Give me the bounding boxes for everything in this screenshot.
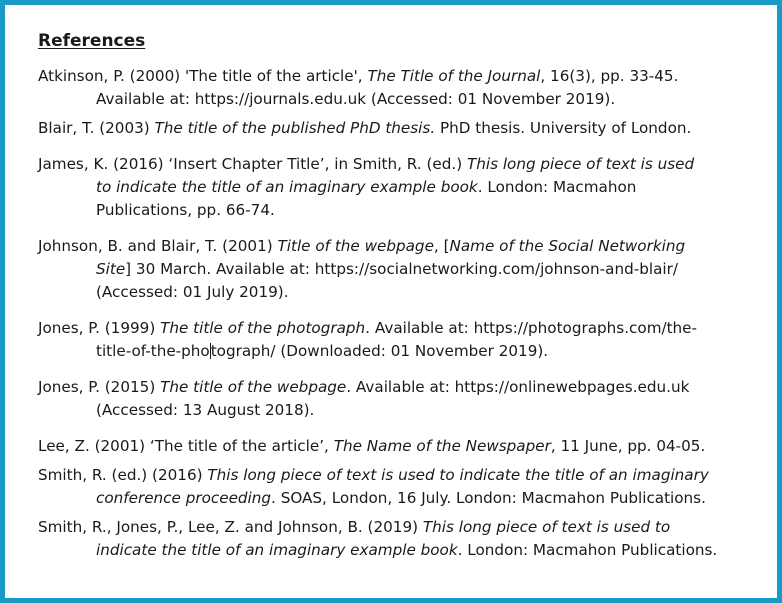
reference-line: Johnson, B. and Blair, T. (2001) Title of the webpage, [Name of the Social Networking [38, 237, 686, 255]
references-heading: References [38, 31, 146, 51]
reference-entry-smith-2016 [38, 464, 768, 510]
reference-line: Smith, R. (ed.) (2016) This long piece of text is used to indicate the title of an imaginary [38, 466, 709, 484]
reference-line: Jones, P. (2015) The title of the webpage. Available at: https://onlinewebpages.edu.uk [38, 378, 690, 396]
reference-line: indicate the title of an imaginary example book. London: Macmahon Publications. [96, 541, 718, 559]
reference-line: Jones, P. (1999) The title of the photograph. Available at: https://photographs.com/the- [38, 319, 698, 337]
reference-entry-atkinson [38, 65, 768, 111]
reference-entry-jones-1999 [38, 317, 768, 363]
reference-entry-smith-2019 [38, 516, 768, 562]
reference-line: conference proceeding. SOAS, London, 16 July. London: Macmahon Publications. [96, 489, 706, 507]
reference-line: Blair, T. (2003) The title of the published PhD thesis. PhD thesis. University of London. [38, 119, 692, 137]
reference-line: title-of-the-photograph/ (Downloaded: 01 November 2019). [96, 342, 549, 360]
reference-entry-johnson-blair [38, 235, 768, 304]
reference-line: Smith, R., Jones, P., Lee, Z. and Johnson, B. (2019) This long piece of text is used to [38, 518, 671, 536]
reference-entry-blair [38, 117, 768, 140]
reference-line: Publications, pp. 66-74. [96, 201, 275, 219]
reference-line: Lee, Z. (2001) ‘The title of the article’, The Name of the Newspaper, 11 June, pp. 04-05. [38, 437, 706, 455]
references-document[interactable] [38, 29, 768, 562]
reference-line: (Accessed: 01 July 2019). [96, 283, 289, 301]
reference-line: James, K. (2016) ‘Insert Chapter Title’, in Smith, R. (ed.) This long piece of text is used [38, 155, 695, 173]
reference-entry-jones-2015 [38, 376, 768, 422]
reference-line: Site] 30 March. Available at: https://socialnetworking.com/johnson-and-blair/ [96, 260, 678, 278]
reference-line: Atkinson, P. (2000) 'The title of the article', The Title of the Journal, 16(3), pp. 33-45. [38, 67, 679, 85]
reference-line: (Accessed: 13 August 2018). [96, 401, 315, 419]
reference-entry-lee [38, 435, 768, 458]
reference-line: to indicate the title of an imaginary example book. London: Macmahon [96, 178, 637, 196]
reference-line: Available at: https://journals.edu.uk (Accessed: 01 November 2019). [96, 90, 616, 108]
reference-entry-james [38, 153, 768, 222]
